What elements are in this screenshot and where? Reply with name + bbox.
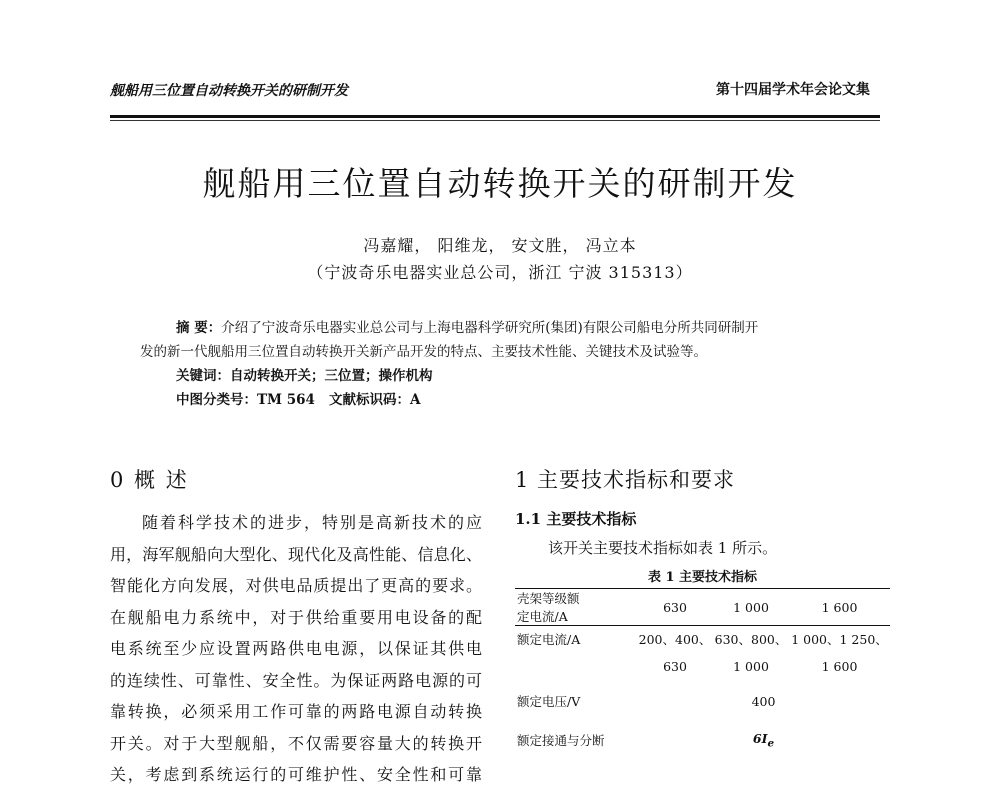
abstract-block [140,316,860,412]
header-rule-thick [110,115,880,118]
table-cell: 壳架等级额 定电流/A [515,589,637,626]
abstract-line-1 [140,316,860,340]
table-cell: 200、400、 630 [637,626,713,681]
affiliation: （宁波奇乐电器实业总公司，浙江 宁波 315313） [307,263,693,282]
table-cell: $6I_e$ [752,730,775,750]
section-0-body [110,507,482,791]
section-1-heading: 1 主要技术指标和要求 [515,468,736,492]
running-header-title: 舰船用三位置自动转换开关的研制开发 [110,83,348,99]
body-line: 电系统至少应设置两路供电电源，以保证其供电 [110,639,482,658]
body-line: 关，考虑到系统运行的可维护性、安全性和可靠 [110,765,482,784]
table-row [515,680,890,722]
keywords-value: 自动转换开关；三位置；操作机构 [230,368,433,384]
paper-title: 舰船用三位置自动转换开关的研制开发 [202,164,798,203]
classification-line [140,388,860,412]
table-cell: 630、800、 1 000 [713,626,789,681]
table-row [515,722,890,758]
keywords-line [140,364,860,388]
keywords-label: 关键词： [176,368,230,384]
table-cell: 额定电流/A [515,626,637,681]
table-cell: 额定电压/V [517,694,581,709]
class-label: 中图分类号： [176,392,257,408]
table-cell: 1 000、1 250、 1 600 [789,626,890,681]
abstract-label: 摘 要： [176,320,222,336]
table-caption: 表 1 主要技术指标 [647,570,758,585]
spec-table [515,588,890,758]
section-0-heading: 0 概 述 [110,468,189,492]
table-row [515,589,890,626]
table-cell: 400 [751,693,776,709]
body-line: 智能化方向发展，对供电品质提出了更高的要求。 [110,576,482,595]
doc-code-label: 文献标识码： [328,392,410,408]
body-line: 的连续性、可靠性、安全性。为保证两路电源的可 [110,670,482,690]
table-cell: 额定接通与分断 [517,733,605,748]
body-line: 开关。对于大型舰船，不仅需要容量大的转换开 [110,733,482,753]
header-rule-thin [110,120,880,121]
table-cell: 630 [637,589,713,626]
author-list: 冯嘉耀， 阳维龙， 安文胜， 冯立本 [363,236,637,255]
subsection-1-1-text: 该开关主要技术指标如表 1 所示。 [548,539,778,557]
table-cell: 1 600 [789,589,890,626]
abstract-text-1: 介绍了宁波奇乐电器实业总公司与上海电器科学研究所(集团)有限公司船电分所共同研制开 [221,320,759,336]
running-header-proceedings: 第十四届学术年会论文集 [716,82,870,98]
table-cell: 1 000 [713,589,789,626]
doc-code-value: A [409,392,421,408]
body-line: 用，海军舰船向大型化、现代化及高性能、信息化、 [110,544,482,564]
class-value: TM 564 [257,392,315,408]
body-line: 随着科学技术的进步，特别是高新技术的应 [142,513,482,532]
body-line: 在舰船电力系统中，对于供给重要用电设备的配 [110,607,482,627]
subsection-1-1-heading: 1.1 主要技术指标 [515,510,637,528]
body-line: 靠转换，必须采用工作可靠的两路电源自动转换 [110,702,482,721]
abstract-line-2: 发的新一代舰船用三位置自动转换开关新产品开发的特点、主要技术性能、关键技术及试验等。 [140,344,707,360]
table-row [515,626,890,681]
